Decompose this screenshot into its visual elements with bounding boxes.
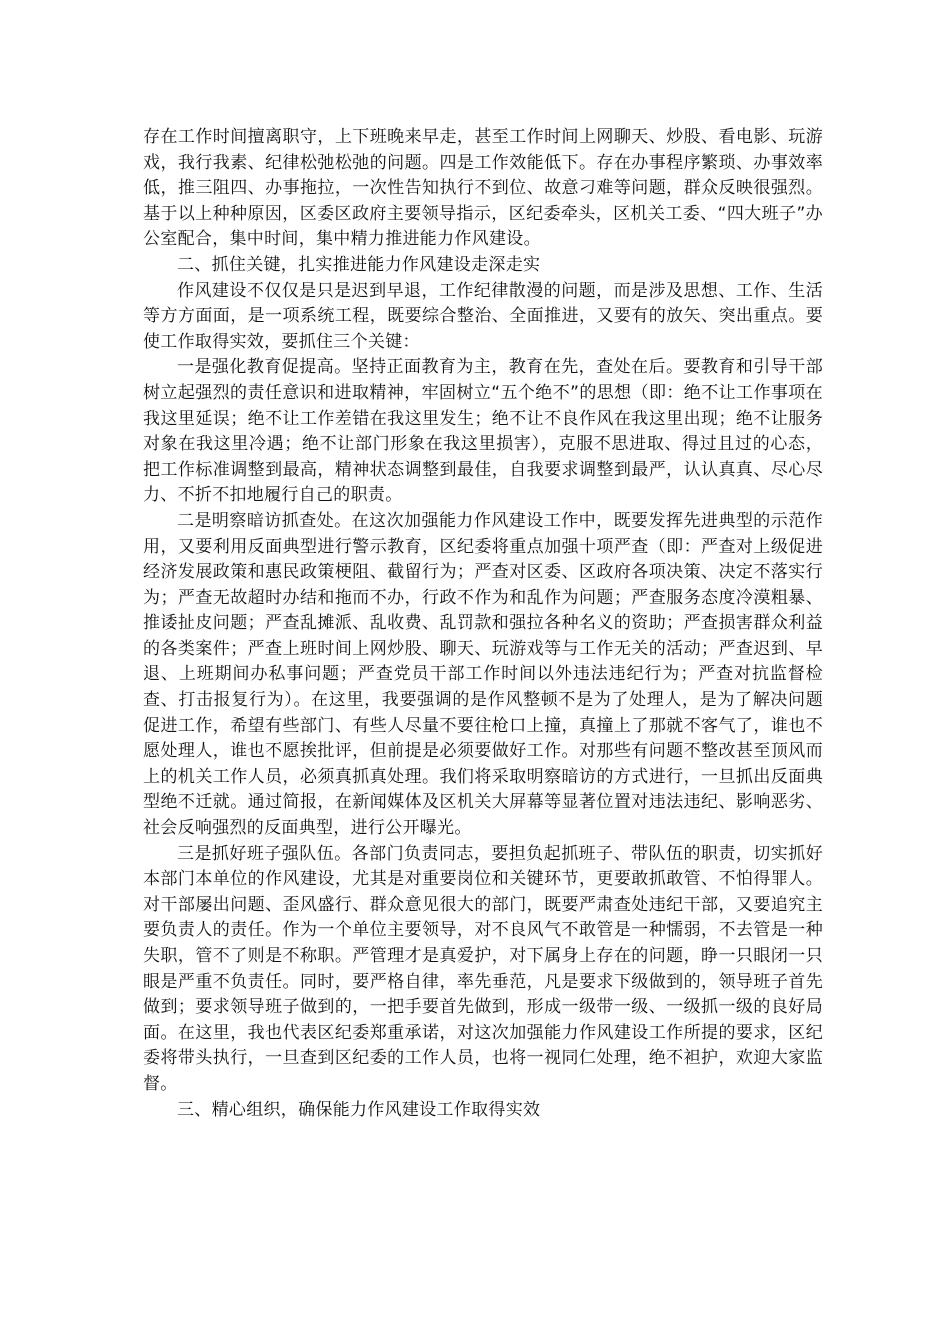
- paragraph-education: 一是强化教育促提高。坚持正面教育为主，教育在先，查处在后。要教育和引导干部树立起强烈的责任意识和进取精神，牢固树立“五个绝不”的思想（即：绝不让工作事项在我这里延误；绝不让工作差错在我这里发生；绝不让不良作风在我这里出现；绝不让服务对象在我这里冷遇；绝不让部门形象在我这里损害），克服不思进取、得过且过的心态，把工作标准调整到最高，精神状态调整到最佳，自我要求调整到最严，认认真真、尽心尽力、不折不扣地履行自己的职责。: [143, 357, 823, 506]
- section-heading-two: 二、抓住关键，扎实推进能力作风建设走深走实: [177, 254, 541, 275]
- document-page: [143, 125, 823, 1123]
- paragraph-continued: 存在工作时间擅离职守，上下班晚来早走，甚至工作时间上网聊天、炒股、看电影、玩游戏，我行我素、纪律松弛松弛的问题。四是工作效能低下。存在办事程序繁琐、办事效率低，推三阻四、办事拖拉，一次性告知执行不到位、故意刁难等问题，群众反映很强烈。基于以上种种原因，区委区政府主要领导指示，区纪委牵头，区机关工委、“四大班子”办公室配合，集中时间，集中精力推进能力作风建设。: [143, 127, 823, 250]
- paragraph-leadership: 三是抓好班子强队伍。各部门负责同志，要担负起抓班子、带队伍的职责，切实抓好本部门本单位的作风建设，尤其是对重要岗位和关键环节，更要敢抓敢管、不怕得罪人。对干部屡出问题、歪风盛行、群众意见很大的部门，既要严肃查处违纪干部，又要追究主要负责人的责任。作为一个单位主要领导，对不良风气不敢管是一种懦弱，不去管是一种失职，管不了则是不称职。严管理才是真爱护，对下属身上存在的问题，睁一只眼闭一只眼是严重不负责任。同时，要严格自律，率先垂范，凡是要求下级做到的，领导班子首先做到；要求领导班子做到的，一把手要首先做到，形成一级带一级、一级抓一级的良好局面。在这里，我也代表区纪委郑重承诺，对这次加强能力作风建设工作所提的要求，区纪委将带头执行，一旦查到区纪委的工作人员，也将一视同仁处理，绝不袒护，欢迎大家监督。: [143, 843, 823, 1094]
- paragraph-intro: 作风建设不仅仅是只是迟到早退，工作纪律散漫的问题，而是涉及思想、工作、生活等方方面面，是一项系统工程，既要综合整治、全面推进，又要有的放矢、突出重点。要使工作取得实效，要抓住三个关键：: [143, 280, 823, 352]
- paragraph-inspection: 二是明察暗访抓查处。在这次加强能力作风建设工作中，既要发挥先进典型的示范作用，又要利用反面典型进行警示教育，区纪委将重点加强十项严查（即：严查对上级促进经济发展政策和惠民政策梗阻、截留行为；严查对区委、区政府各项决策、决定不落实行为；严查无故超时办结和拖而不办，行政不作为和乱作为问题；严查服务态度冷漠粗暴、推诿扯皮问题；严查乱摊派、乱收费、乱罚款和强拉各种名义的资助；严查损害群众利益的各类案件；严查上班时间上网炒股、聊天、玩游戏等与工作无关的活动；严查迟到、早退、上班期间办私事问题；严查党员干部工作时间以外违法违纪行为；严查对抗监督检查、打击报复行为）。在这里，我要强调的是作风整顿不是为了处理人，是为了解决问题促进工作，希望有些部门、有些人尽量不要往枪口上撞，真撞上了那就不客气了，谁也不愿处理人，谁也不愿挨批评，但前提是必须要做好工作。对那些有问题不整改甚至顶风而上的机关工作人员，必须真抓真处理。我们将采取明察暗访的方式进行，一旦抓出反面典型绝不迁就。通过简报，在新闻媒体及区机关大屏幕等显著位置对违法违纪、影响恶劣、社会反响强烈的反面典型，进行公开曝光。: [143, 510, 823, 839]
- section-heading-three: 三、精心组织，确保能力作风建设工作取得实效: [177, 1099, 541, 1120]
